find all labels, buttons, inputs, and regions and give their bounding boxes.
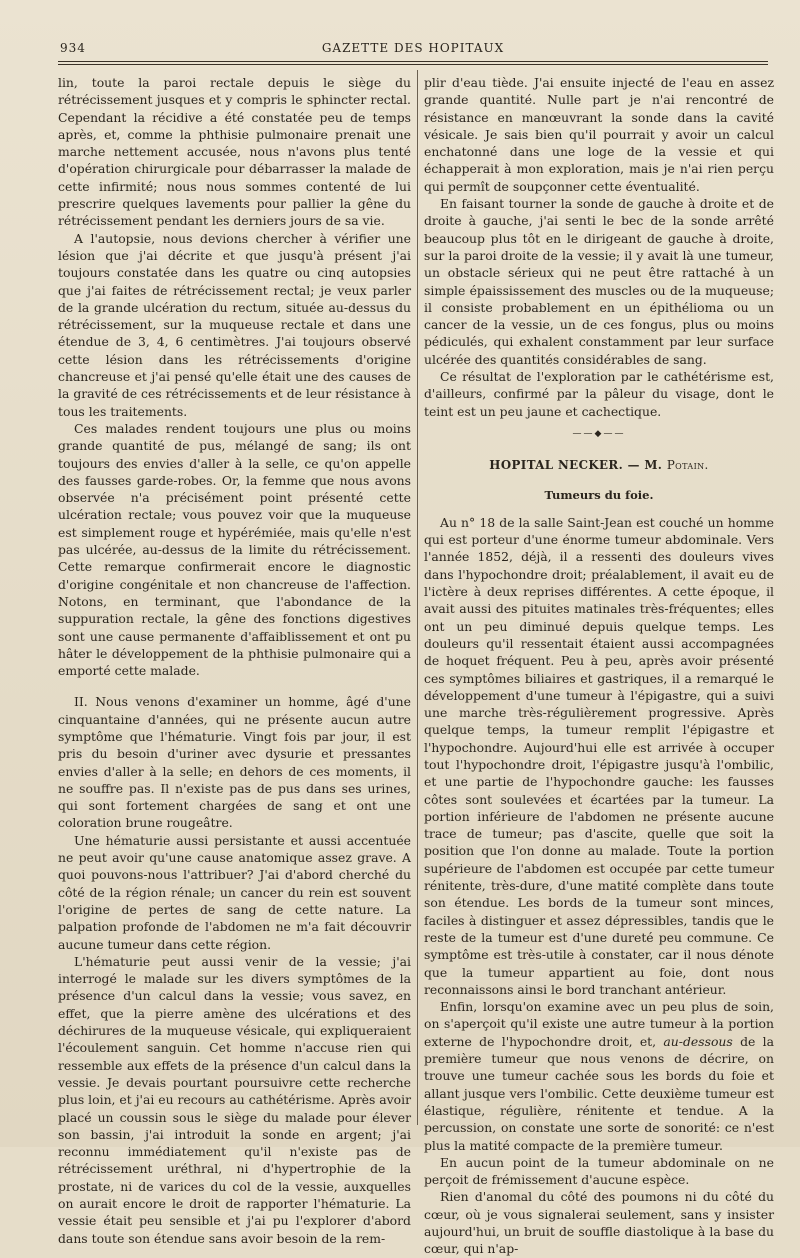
left-paragraph-4: II. Nous venons d'examiner un homme, âgé d'une cinquantaine d'années, qui ne présente aucun autre symptôme que l'hématurie. Vingt fois par jour, il est pris du besoin d'uriner avec dysurie et pressantes envies d'aller à la selle; en dehors de ces moments, il ne souffre pas. Il n'existe pas de pus dans ses urines, qui sont fortement chargées de sang et ont une coloration brune rougeâtre. — [58, 694, 411, 831]
left-column — [58, 74, 411, 1246]
right-column — [424, 74, 774, 1257]
left-paragraph-3: Ces malades rendent toujours une plus ou moins grande quantité de pus, mélangé de sang; ils ont toujours des envies d'aller à la selle, ce qu'on appelle des fausses garde-robes. Or, la femme que nous avons observée n'a précisément point présenté cette ulcération rectale; vous pouvez voir que la muqueuse est simplement rouge et hypérémiée, mais qu'elle n'est pas ulcérée, au-dessus de la limite du rétrécissement. Cette remarque confirmerait encore le diagnostic d'origine congénitale et non chancreuse de l'affection. Notons, en terminant, que l'abondance de la suppuration rectale, la gêne des fonctions digestives sont une cause permanente d'affaiblissement et ont pu hâter le développement de la phthisie pulmonaire qui a emporté cette malade. — [58, 420, 411, 679]
header-rule-bottom — [58, 64, 768, 65]
doctor-name: Potain. — [666, 458, 709, 473]
right-paragraph-4: Au n° 18 de la salle Saint-Jean est couché un homme qui est porteur d'une énorme tumeur abdominale. Vers l'année 1852, déjà, il a ressenti des douleurs vives dans l'hypochondre droit; préalablement, il avait eu de l'ictère à deux reprises différentes. A cette époque, il avait aussi des pituites matinales très-fréquentes; elles ont un peu diminué depuis quelque temps. Les douleurs qu'il ressentait étaient aussi accompagnées de hoquet fréquent. Peu à peu, après avoir présenté ces symptômes biliaires et gastriques, il a remarqué le développement d'une tumeur à l'épigastre, qui a suivi une marche très-régulièrement progressive. Après quelque temps, la tumeur remplit l'épigastre et l'hypochondre. Aujourd'hui elle est arrivée à occuper tout l'hypochondre droit, l'épigastre jusqu'à l'ombilic, et une partie de l'hypochondre gauche: les fausses côtes sont soulevées et écartées par la tumeur. La portion inférieure de l'abdomen ne présente aucune trace de tumeur; pas d'ascite, quelle que soit la position que l'on donne au malade. Toute la portion supérieure de l'abdomen est occupée par cette tumeur rénitente, très-dure, d'une matité complète dans toute son étendue. Les bords de la tumeur sont minces, faciles à distinguer et assez dépressibles, tandis que le reste de la tumeur est d'une dureté peu commune. Ce symptôme est très-utile à constater, car il nous dénote que la tumeur appartient au foie, dont nous reconnaissons ainsi le bord tranchant antérieur. — [424, 514, 774, 997]
article-subtitle: Tumeurs du foie. — [544, 487, 654, 502]
right-paragraph-2: En faisant tourner la sonde de gauche à droite et de droite à gauche, j'ai senti le bec de la sonde arrêté beaucoup plus tôt en le dirigeant de gauche à droite, sur la paroi droite de la vessie; il y avait là une tumeur, un obstacle sérieux qui ne peut être rattaché à un simple épaississement des muscles ou de la muqueuse; il consiste probablement en un épithélioma ou un cancer de la vessie, un de ces fongus, plus ou moins pédiculés, qui exhalent constamment par leur surface ulcérée des quantités considérables de sang. — [424, 196, 774, 367]
left-paragraph-6: L'hématurie peut aussi venir de la vessie; j'ai interrogé le malade sur les divers symptômes de la présence d'un calcul dans la vessie; vous savez, en effet, que la pierre amène des ulcérations et des déchirures de la muqueuse vésicale, qui expliqueraient l'écoulement sanguin. Cet homme n'accuse rien qui ressemble aux effets de la présence d'un calcul dans la vessie. Je devais pourtant poursuivre cette recherche plus loin, et j'ai eu recours au cathétérisme. Après avoir placé un coussin sous le siège du malade pour élever son bassin, j'ai introduit la sonde en argent; j'ai reconnu immédiatement qu'il n'existe pas de rétrécissement uréthral, ni d'hypertrophie de la prostate, ni de varices du col de la vessie, auxquelles on aurait encore le droit de rapporter l'hématurie. La vessie était peu sensible et j'ai pu l'explorer d'abord dans toute son étendue sans avoir besoin de la rem- — [58, 953, 411, 1246]
left-paragraph-1: lin, toute la paroi rectale depuis le siège du rétrécissement jusques et y compris le sphincter rectal. Cependant la récidive a été constatée peu de temps après, et, comme la phthisie pulmonaire prenait une marche nettement accusée, nous n'avons plus tenté d'opération chirurgicale pour débarrasser la malade de cette infirmité; nous nous sommes contenté de lui prescrire quelques lavements pour pallier la gêne du rétrécissement pendant les derniers jours de sa vie. — [58, 75, 411, 229]
paragraph-5-part-b: de la première tumeur que nous venons de décrire, on trouve une tumeur cachée sous les bords du foie et allant jusque vers l'ombilic. Cette deuxième tumeur est élastique, régulière, rénitente et tendue. A la percussion, on constate une sorte de sonorité: ce n'est plus la matité compacte de la première tumeur. — [424, 1033, 774, 1153]
page-number: 934 — [60, 41, 86, 55]
right-paragraph-5 — [424, 998, 774, 1154]
left-paragraph-5: Une hématurie aussi persistante et aussi accentuée ne peut avoir qu'une cause anatomique assez grave. A quoi pouvons-nous l'attribuer? J'ai d'abord cherché du côté de la région rénale; un cancer du rein est souvent l'origine de pertes de sang de cette nature. La palpation profonde de l'abdomen ne m'a fait découvrir aucune tumeur dans cette région. — [58, 832, 411, 952]
page-header — [58, 38, 768, 60]
header-rule-top — [58, 61, 768, 62]
emphasis-au-dessous: au-dessous — [663, 1033, 733, 1049]
heading-dash: — M. — [623, 458, 667, 473]
left-paragraph-2: A l'autopsie, nous devions chercher à vérifier une lésion que j'ai décrite et que jusqu'à présent j'ai toujours constatée dans les quatre ou cinq autopsies que j'ai faites de rétrécissement rectal; je veux parler de la grande ulcération du rectum, située au-dessus du rétrécissement, sur la muqueuse rectale et dans une étendue de 3, 4, 6 centimètres. J'ai toujours observé cette lésion dans les rétrécissements d'origine chancreuse et j'ai pensé qu'elle était une des causes de la gravité de ces rétrécissements et de leur résistance à tous les traitements. — [58, 230, 411, 419]
hospital-name: HOPITAL NECKER. — [489, 458, 624, 473]
right-paragraph-6: En aucun point de la tumeur abdominale on ne perçoit de frémissement d'aucune espèce. — [424, 1154, 774, 1188]
right-paragraph-3: Ce résultat de l'exploration par le cathétérisme est, d'ailleurs, confirmé par la pâleur du visage, dont le teint est un peu jaune et cachectique. — [424, 369, 774, 419]
paragraph-5-part-a: Enfin, lorsqu'on examine avec un peu plus de soin, on s'aperçoit qu'il existe une autre tumeur à la portion externe de l'hypochondre droit, et, — [424, 999, 774, 1049]
section-ornament: ——◆—— — [572, 428, 626, 439]
column-divider — [417, 70, 418, 1125]
section-heading — [424, 457, 774, 474]
right-paragraph-7: Rien d'anomal du côté des poumons ni du côté du cœur, où je vous signalerai seulement, sans y insister aujourd'hui, un bruit de souffle diastolique à la base du cœur, qui n'ap- — [424, 1189, 774, 1257]
right-paragraph-1: plir d'eau tiède. J'ai ensuite injecté de l'eau en assez grande quantité. Nulle part je n'ai rencontré de résistance en manœuvrant la sonde dans la cavité vésicale. Je sais bien qu'il pourrait y avoir un calcul enchatonné dans une loge de la vessie et qui échapperait à mon exploration, mais je n'ai rien perçu qui permît de soupçonner cette éventualité. — [424, 75, 774, 194]
journal-title: GAZETTE DES HOPITAUX — [321, 41, 505, 55]
